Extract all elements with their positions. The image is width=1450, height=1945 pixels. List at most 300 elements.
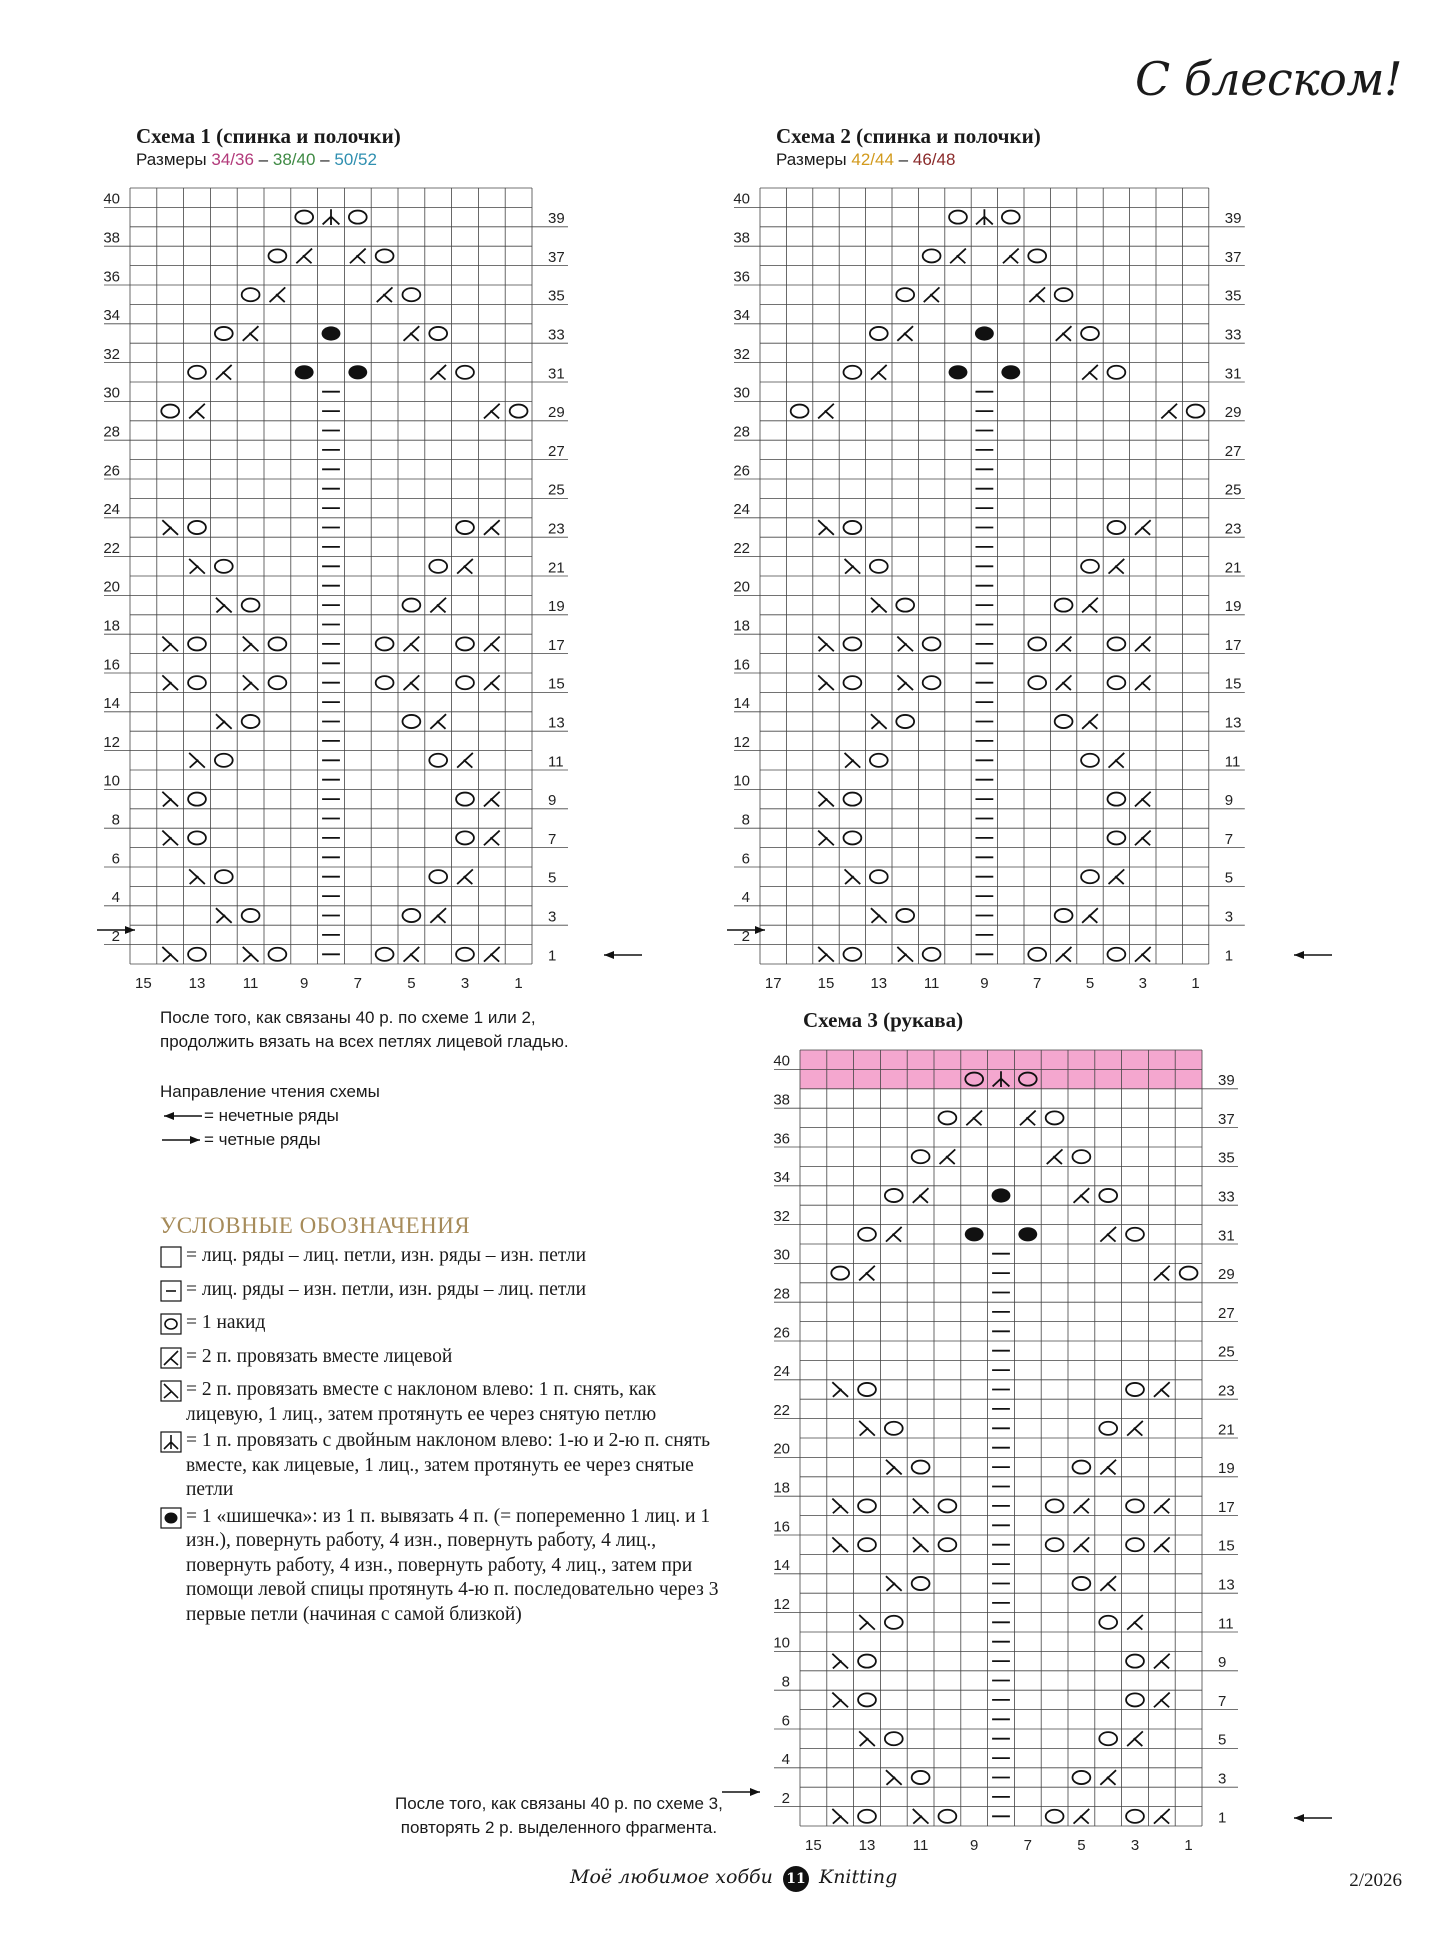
- continue-note: [160, 1006, 569, 1054]
- yarn-over-mark: [843, 831, 861, 844]
- row-label-right: 9: [1224, 792, 1234, 810]
- ssk-mark: [913, 1499, 929, 1514]
- row-label-right: 19: [1224, 598, 1242, 616]
- row-label-left: 18: [733, 617, 750, 635]
- row-label-right: 15: [1224, 675, 1242, 693]
- yarn-over-icon: [160, 1313, 182, 1335]
- stitch-label: 15: [805, 1837, 822, 1854]
- stitch-label: 9: [980, 974, 989, 992]
- row-label-left: 32: [103, 345, 120, 363]
- yarn-over-mark: [1180, 1267, 1198, 1280]
- yarn-over-mark: [1072, 1461, 1090, 1474]
- yarn-over-mark: [1028, 948, 1046, 961]
- row-label-left: 36: [733, 268, 750, 286]
- stitch-label: 7: [1023, 1837, 1032, 1854]
- yarn-over-mark: [510, 405, 528, 418]
- yarn-over-mark: [858, 1538, 876, 1551]
- size-46-48: 46/48: [912, 150, 956, 169]
- k2tog-mark: [270, 287, 286, 302]
- ssk-mark: [243, 637, 259, 652]
- sizes-separator: –: [898, 150, 909, 169]
- row-label-right: 7: [548, 830, 557, 848]
- row-label-left: 40: [733, 190, 750, 208]
- yarn-over-mark: [1107, 366, 1125, 379]
- k2tog-mark: [189, 404, 205, 419]
- k2tog-mark: [377, 287, 393, 302]
- yarn-over-mark: [1028, 637, 1046, 650]
- yarn-over-mark: [1028, 676, 1046, 689]
- ssk-mark: [216, 714, 232, 729]
- ssk-mark: [818, 675, 834, 690]
- k2tog-mark: [1135, 520, 1151, 535]
- sizes-separator: –: [258, 150, 269, 169]
- double-decrease-mark: [976, 209, 993, 225]
- bobble-mark: [992, 1188, 1011, 1202]
- yarn-over-mark: [912, 1771, 930, 1784]
- ssk-mark: [189, 753, 205, 768]
- row-label-right: 13: [1224, 714, 1242, 732]
- row-label-left: 28: [103, 423, 120, 441]
- yarn-over-mark: [1126, 1693, 1144, 1706]
- k2tog-mark: [1135, 831, 1151, 846]
- stitch-label: 15: [135, 975, 152, 992]
- yarn-over-mark: [923, 249, 941, 262]
- repeat-note-line: повторять 2 р. выделенного фрагмента.: [400, 1818, 718, 1837]
- k2tog-mark: [1154, 1499, 1170, 1514]
- yarn-over-mark: [1126, 1383, 1144, 1396]
- k2tog-mark: [1127, 1421, 1143, 1436]
- row-label-left: 26: [733, 462, 750, 480]
- yarn-over-mark: [912, 1577, 930, 1590]
- k2tog-mark: [404, 675, 420, 690]
- ssk-mark: [913, 1537, 929, 1552]
- k2tog-mark: [1127, 1615, 1143, 1630]
- row-label-right: 25: [1224, 481, 1242, 499]
- k2tog-mark: [950, 249, 966, 264]
- stitch-label: 5: [1085, 974, 1095, 992]
- k2tog-mark: [871, 365, 887, 380]
- k2tog-mark: [1135, 637, 1151, 652]
- legend-item: [160, 1345, 720, 1377]
- ssk-mark: [818, 831, 834, 846]
- ssk-mark: [832, 1499, 848, 1514]
- k2tog-mark: [1082, 908, 1098, 923]
- sizes-label: Размеры: [136, 150, 207, 169]
- k2tog-mark: [1109, 869, 1125, 884]
- yarn-over-mark: [376, 948, 394, 961]
- yarn-over-mark: [1126, 1538, 1144, 1551]
- legend-item-text: = 2 п. провязать вместе с наклоном влево: 1 п. снять, как лицевую, 1 лиц., затем протянуть ее через снятую петлю: [186, 1379, 657, 1425]
- row-label-left: 34: [773, 1169, 790, 1187]
- yarn-over-mark: [870, 870, 888, 883]
- repeat-note-line: После того, как связаны 40 р. по схеме 3,: [395, 1794, 723, 1813]
- bobble-icon: [160, 1507, 182, 1529]
- yarn-over-mark: [938, 1810, 956, 1823]
- yarn-over-mark: [1072, 1150, 1090, 1163]
- k2tog-mark: [1100, 1227, 1116, 1242]
- yarn-over-mark: [215, 870, 233, 883]
- legend-item: [160, 1311, 720, 1343]
- row-label-right: 29: [1224, 404, 1242, 422]
- k2tog-mark: [216, 365, 232, 380]
- yarn-over-mark: [376, 249, 394, 262]
- row-label-right: 29: [548, 404, 565, 422]
- ssk-mark: [845, 559, 861, 574]
- k2tog-mark: [404, 326, 420, 341]
- k2tog-mark: [1154, 1654, 1170, 1669]
- k2tog-mark: [484, 520, 500, 535]
- yarn-over-mark: [843, 366, 861, 379]
- row-label-left: 8: [741, 811, 750, 829]
- yarn-over-mark: [896, 909, 914, 922]
- row-label-right: 39: [1218, 1072, 1235, 1090]
- yarn-over-mark: [1107, 948, 1125, 961]
- k2tog-mark: [484, 831, 500, 846]
- yarn-over-mark: [456, 831, 474, 844]
- row-label-right: 1: [1224, 947, 1234, 965]
- row-label-right: 33: [1224, 326, 1242, 344]
- continue-note-line: продолжить вязать на всех петлях лицевой гладью.: [160, 1032, 569, 1051]
- bobble-mark: [1001, 365, 1020, 379]
- row-label-right: 5: [548, 869, 557, 887]
- k2tog-mark: [243, 326, 259, 341]
- reading-direction-title: Направление чтения схемы: [160, 1082, 380, 1101]
- ssk-mark: [886, 1770, 902, 1785]
- k2tog-mark: [1100, 1576, 1116, 1591]
- row-label-left: 22: [733, 539, 750, 557]
- row-label-right: 11: [1218, 1615, 1234, 1633]
- ssk-mark: [832, 1809, 848, 1824]
- legend-item-text: = 1 п. провязать с двойным наклоном влево: 1-ю и 2-ю п. снять вместе, как лицевые, 1 лиц., затем протянуть ее через снятые петли: [186, 1430, 711, 1500]
- row-label-right: 21: [1224, 559, 1242, 577]
- scheme-2-title: Схема 2 (спинка и полочки): [776, 124, 1041, 148]
- size-34-36: 34/36: [211, 150, 254, 169]
- footer-brand: Knitting: [819, 1866, 898, 1888]
- row-label-left: 38: [773, 1091, 790, 1109]
- yarn-over-mark: [791, 405, 809, 418]
- yarn-over-mark: [843, 948, 861, 961]
- ssk-mark: [859, 1731, 875, 1746]
- yarn-over-mark: [896, 288, 914, 301]
- row-label-right: 17: [1218, 1498, 1235, 1516]
- size-38-40: 38/40: [272, 150, 316, 169]
- row-label-right: 1: [548, 947, 557, 965]
- odd-row-arrow-icon: [1290, 948, 1334, 962]
- yarn-over-mark: [1099, 1422, 1117, 1435]
- row-label-left: 12: [103, 733, 120, 751]
- yarn-over-mark: [1028, 249, 1046, 262]
- arrow-left-icon: [160, 1109, 204, 1123]
- ssk-mark: [243, 947, 259, 962]
- row-label-left: 10: [773, 1634, 790, 1652]
- row-label-left: 8: [781, 1673, 790, 1691]
- k2tog-mark: [1082, 598, 1098, 613]
- k2tog-mark: [1100, 1460, 1116, 1475]
- yarn-over-mark: [402, 599, 420, 612]
- row-label-right: 39: [548, 210, 565, 228]
- legend-item-text: = лиц. ряды – изн. петли, изн. ряды – лиц. петли: [186, 1278, 587, 1300]
- ssk-mark: [162, 520, 178, 535]
- yarn-over-mark: [429, 560, 447, 573]
- k2tog-mark: [484, 792, 500, 807]
- k2tog-mark: [859, 1266, 875, 1281]
- yarn-over-mark: [376, 676, 394, 689]
- even-row-arrow-icon: [725, 923, 769, 937]
- stitch-label: 9: [300, 975, 309, 992]
- yarn-over-mark: [1046, 1538, 1064, 1551]
- yarn-over-mark: [1081, 870, 1099, 883]
- stitch-label: 11: [242, 975, 259, 992]
- yarn-over-mark: [188, 637, 206, 650]
- k2tog-mark: [966, 1111, 982, 1126]
- bobble-mark: [975, 326, 994, 340]
- yarn-over-mark: [402, 715, 420, 728]
- row-label-left: 6: [781, 1712, 790, 1730]
- row-label-left: 8: [111, 811, 120, 829]
- k2tog-mark: [1135, 675, 1151, 690]
- bobble-mark: [348, 365, 367, 379]
- k2tog-mark: [404, 637, 420, 652]
- legend-item: [160, 1278, 720, 1310]
- yarn-over-mark: [188, 831, 206, 844]
- ssk-mark: [162, 637, 178, 652]
- row-label-left: 16: [733, 656, 750, 674]
- yarn-over-mark: [242, 288, 260, 301]
- yarn-over-mark: [268, 676, 286, 689]
- row-label-right: 17: [1224, 636, 1242, 654]
- even-rows-label: = четные ряды: [204, 1130, 321, 1149]
- yarn-over-mark: [1046, 1111, 1064, 1124]
- yarn-over-mark: [831, 1267, 849, 1280]
- yarn-over-mark: [858, 1810, 876, 1823]
- k2tog-mark: [1029, 287, 1045, 302]
- k2tog-mark: [1154, 1537, 1170, 1552]
- row-label-right: 7: [1224, 830, 1234, 848]
- yarn-over-mark: [938, 1538, 956, 1551]
- row-label-right: 3: [1224, 908, 1234, 926]
- row-label-left: 38: [733, 229, 750, 247]
- yarn-over-mark: [858, 1499, 876, 1512]
- ssk-mark: [845, 869, 861, 884]
- row-label-right: 21: [1218, 1421, 1235, 1439]
- yarn-over-mark: [1107, 637, 1125, 650]
- yarn-over-mark: [923, 637, 941, 650]
- ssk-icon: [160, 1380, 182, 1402]
- k2tog-mark: [1109, 559, 1125, 574]
- yarn-over-mark: [1126, 1499, 1144, 1512]
- ssk-mark: [913, 1809, 929, 1824]
- row-label-left: 36: [103, 268, 120, 286]
- yarn-over-mark: [429, 327, 447, 340]
- row-label-right: 37: [1218, 1110, 1235, 1128]
- yarn-over-mark: [1107, 793, 1125, 806]
- yarn-over-mark: [896, 715, 914, 728]
- row-label-left: 26: [773, 1324, 790, 1342]
- k2tog-mark: [886, 1227, 902, 1242]
- yarn-over-mark: [949, 211, 967, 224]
- stitch-label: 3: [1130, 1837, 1140, 1854]
- row-label-left: 24: [733, 501, 750, 519]
- ssk-mark: [162, 792, 178, 807]
- stitch-label: 15: [817, 974, 835, 992]
- k2tog-mark: [1003, 249, 1019, 264]
- legend-item-text: = 1 «шишечка»: из 1 п. вывязать 4 п. (= попеременно 1 лиц. и 1 изн.), повернуть работу, 4 изн., повернуть работу, 4 лиц., повернуть работу, 4 изн., повернуть работу, 4 лиц., затем при помощи левой спицы протянуть 4-ю п. последовательно через 3 первые петли (начиная с самой близкой): [186, 1505, 719, 1625]
- row-label-right: 3: [1218, 1770, 1227, 1788]
- bobble-mark: [1018, 1227, 1037, 1241]
- scheme-1-chart: [90, 182, 582, 1000]
- stitch-label: 5: [1077, 1837, 1086, 1854]
- stitch-label: 11: [912, 1837, 929, 1854]
- row-label-right: 13: [1218, 1576, 1235, 1594]
- yarn-over-mark: [1081, 327, 1099, 340]
- odd-rows-row: [160, 1104, 380, 1128]
- stitch-label: 13: [858, 1837, 876, 1854]
- yarn-over-mark: [1099, 1732, 1117, 1745]
- yarn-over-mark: [402, 288, 420, 301]
- row-label-right: 27: [1224, 442, 1242, 460]
- yarn-over-mark: [215, 560, 233, 573]
- even-row-arrow-icon: [720, 1785, 764, 1799]
- row-label-right: 31: [1218, 1227, 1235, 1245]
- yarn-over-mark: [870, 560, 888, 573]
- ssk-mark: [162, 947, 178, 962]
- k2tog-mark: [897, 326, 913, 341]
- row-label-right: 23: [1224, 520, 1242, 538]
- k2tog-mark: [913, 1188, 929, 1203]
- k2tog-mark: [1082, 365, 1098, 380]
- row-label-right: 9: [1218, 1654, 1227, 1672]
- yarn-over-mark: [870, 754, 888, 767]
- row-label-left: 26: [103, 462, 120, 480]
- stitch-label: 13: [870, 974, 888, 992]
- row-label-left: 20: [103, 578, 120, 596]
- row-label-right: 37: [1224, 248, 1242, 266]
- row-label-left: 30: [733, 384, 750, 402]
- yarn-over-mark: [923, 676, 941, 689]
- row-label-right: 11: [548, 753, 564, 771]
- yarn-over-mark: [843, 521, 861, 534]
- page-title: С блеском!: [1135, 52, 1402, 106]
- yarn-over-mark: [215, 327, 233, 340]
- scheme-3-chart: [760, 1044, 1252, 1862]
- scheme-2-sizes: [776, 150, 955, 170]
- stitch-label: 13: [188, 975, 206, 992]
- scheme-1-title: Схема 1 (спинка и полочки): [136, 124, 401, 148]
- empty-cell-icon: [160, 1246, 182, 1268]
- legend-item-text: = лиц. ряды – лиц. петли, изн. ряды – изн. петли: [186, 1245, 587, 1266]
- continue-note-line: После того, как связаны 40 р. по схеме 1 или 2,: [160, 1008, 536, 1027]
- row-label-left: 10: [103, 772, 120, 790]
- row-label-left: 2: [111, 927, 120, 945]
- yarn-over-mark: [456, 366, 474, 379]
- row-label-right: 23: [1218, 1382, 1235, 1400]
- row-label-left: 14: [773, 1557, 790, 1575]
- k2tog-mark: [296, 249, 312, 264]
- yarn-over-mark: [858, 1383, 876, 1396]
- ssk-mark: [818, 947, 834, 962]
- row-label-left: 4: [741, 889, 750, 907]
- yarn-over-mark: [456, 793, 474, 806]
- scheme-3-chart-svg: [760, 1044, 1252, 1862]
- row-label-left: 6: [741, 850, 750, 868]
- stitch-label: 1: [1184, 1837, 1193, 1854]
- ssk-mark: [832, 1537, 848, 1552]
- row-label-left: 12: [773, 1595, 790, 1613]
- k2tog-mark: [1127, 1731, 1143, 1746]
- legend-item: [160, 1505, 720, 1628]
- yarn-over-mark: [858, 1693, 876, 1706]
- ssk-mark: [871, 908, 887, 923]
- row-label-right: 33: [1218, 1188, 1235, 1206]
- k2tog-mark: [457, 559, 473, 574]
- row-label-right: 37: [548, 248, 565, 266]
- stitch-label: 7: [353, 975, 362, 992]
- k2tog-mark: [1154, 1382, 1170, 1397]
- row-label-left: 4: [781, 1751, 790, 1769]
- yarn-over-mark: [268, 948, 286, 961]
- legend-item: [160, 1429, 720, 1503]
- odd-row-arrow-icon: [1290, 1811, 1334, 1825]
- yarn-over-mark: [938, 1111, 956, 1124]
- yarn-over-mark: [188, 948, 206, 961]
- legend-heading: УСЛОВНЫЕ ОБОЗНАЧЕНИЯ: [160, 1213, 471, 1238]
- k2tog-mark: [457, 869, 473, 884]
- yarn-over-mark: [1126, 1810, 1144, 1823]
- k2tog-mark: [1135, 947, 1151, 962]
- row-label-right: 33: [548, 326, 565, 344]
- k2tog-mark: [1074, 1537, 1090, 1552]
- k2tog-mark: [1020, 1111, 1036, 1126]
- row-label-right: 5: [1218, 1731, 1227, 1749]
- row-label-right: 39: [1224, 210, 1242, 228]
- stitch-label: 3: [1138, 974, 1147, 992]
- yarn-over-mark: [456, 521, 474, 534]
- k2tog-mark: [430, 365, 446, 380]
- size-50-52: 50/52: [334, 150, 377, 169]
- chart-grid: [104, 188, 568, 964]
- double-decrease-icon: [160, 1431, 182, 1453]
- yarn-over-mark: [843, 637, 861, 650]
- chart-grid: [734, 188, 1245, 964]
- yarn-over-mark: [870, 327, 888, 340]
- bobble-mark: [965, 1227, 984, 1241]
- yarn-over-mark: [188, 793, 206, 806]
- row-label-right: 35: [1224, 287, 1242, 305]
- row-label-left: 16: [103, 656, 120, 674]
- row-label-left: 36: [773, 1130, 790, 1148]
- yarn-over-mark: [1046, 1810, 1064, 1823]
- footer: [570, 1866, 897, 1892]
- yarn-over-mark: [1126, 1655, 1144, 1668]
- yarn-over-mark: [456, 637, 474, 650]
- ssk-mark: [871, 714, 887, 729]
- row-label-left: 22: [103, 539, 120, 557]
- yarn-over-mark: [1099, 1189, 1117, 1202]
- yarn-over-mark: [429, 870, 447, 883]
- k2tog-mark: [1074, 1809, 1090, 1824]
- yarn-over-mark: [843, 676, 861, 689]
- k2tog-mark: [1109, 753, 1125, 768]
- yarn-over-mark: [885, 1616, 903, 1629]
- yarn-over-mark: [1081, 560, 1099, 573]
- k2tog-mark: [1056, 675, 1072, 690]
- ssk-mark: [845, 753, 861, 768]
- ssk-mark: [832, 1382, 848, 1397]
- k2tog-mark: [484, 637, 500, 652]
- k2tog-mark: [1154, 1266, 1170, 1281]
- row-label-left: 40: [773, 1052, 790, 1070]
- row-label-right: 27: [548, 442, 565, 460]
